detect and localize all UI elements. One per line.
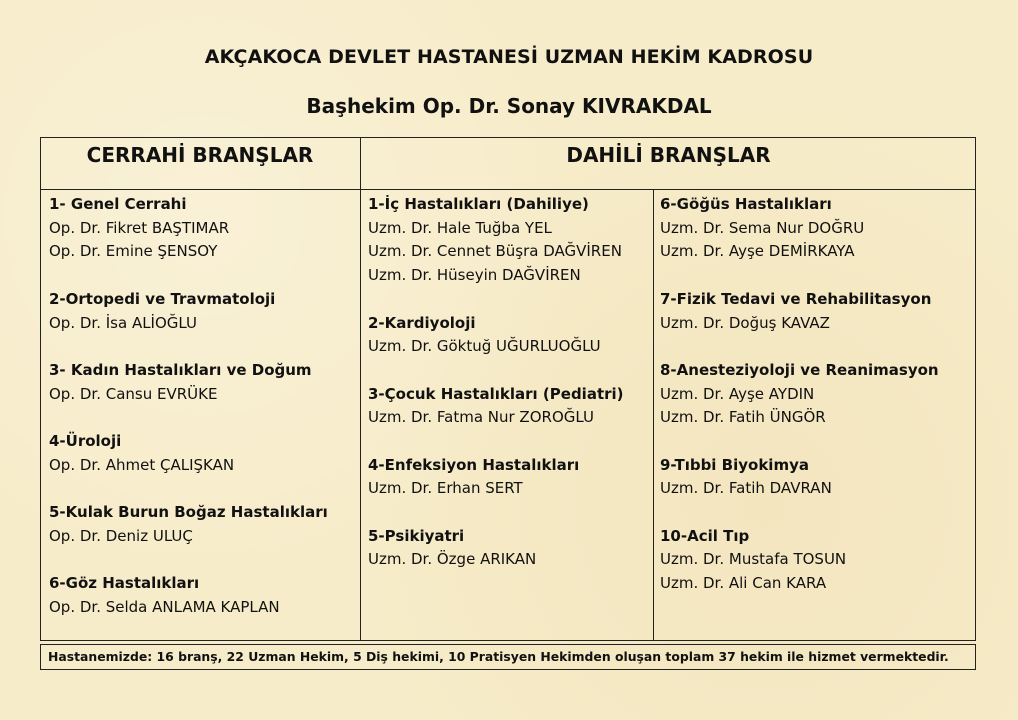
doctor-name: Op. Dr. Deniz ULUÇ <box>49 526 193 545</box>
internal-column-left <box>368 193 650 572</box>
department-title: 3- Kadın Hastalıkları ve Doğum <box>49 360 312 379</box>
department-block <box>660 288 972 335</box>
doctor-name: Uzm. Dr. Sema Nur DOĞRU <box>660 218 865 237</box>
doctor-name: Uzm. Dr. Hale Tuğba YEL <box>368 218 552 237</box>
doctor-name: Uzm. Dr. Hüseyin DAĞVİREN <box>368 266 581 285</box>
department-block <box>49 193 354 264</box>
doctor-name: Uzm. Dr. Özge ARIKAN <box>368 550 537 569</box>
doctor-name: Uzm. Dr. Mustafa TOSUN <box>660 550 847 569</box>
doctor-name: Uzm. Dr. Doğuş KAVAZ <box>660 313 830 332</box>
department-block <box>49 572 354 619</box>
department-block <box>660 454 972 501</box>
department-block <box>368 312 650 359</box>
doctor-name: Op. Dr. Fikret BAŞTIMAR <box>49 218 230 237</box>
department-title: 4-Üroloji <box>49 431 122 450</box>
doctor-name: Uzm. Dr. Fatma Nur ZOROĞLU <box>368 408 594 427</box>
surgical-branches-header: CERRAHİ BRANŞLAR <box>86 143 314 167</box>
header-divider <box>40 189 976 190</box>
department-title: 6-Göz Hastalıkları <box>49 574 200 593</box>
department-block <box>49 288 354 335</box>
doctor-name: Uzm. Dr. Ayşe DEMİRKAYA <box>660 242 855 261</box>
internal-column-right <box>660 193 972 596</box>
department-block <box>368 454 650 501</box>
department-title: 1-İç Hastalıkları (Dahiliye) <box>368 195 589 213</box>
department-title: 1- Genel Cerrahi <box>49 195 187 213</box>
summary-footer: Hastanemizde: 16 branş, 22 Uzman Hekim, 5 Diş hekimi, 10 Pratisyen Hekimden oluşan toplam 37 hekim ile hizmet vermektedir. <box>40 644 976 670</box>
doctor-name: Uzm. Dr. Ali Can KARA <box>660 574 827 593</box>
department-block <box>660 193 972 264</box>
department-title: 8-Anesteziyoloji ve Reanimasyon <box>660 360 939 379</box>
doctor-name: Op. Dr. Selda ANLAMA KAPLAN <box>49 597 280 616</box>
divider-surgical-internal <box>360 137 361 641</box>
doctor-name: Uzm. Dr. Erhan SERT <box>368 479 523 498</box>
divider-internal-columns <box>653 189 654 641</box>
department-block <box>660 525 972 596</box>
department-title: 5-Psikiyatri <box>368 526 465 545</box>
department-block <box>49 430 354 477</box>
department-block <box>660 359 972 430</box>
doctor-name: Uzm. Dr. Göktuğ UĞURLUOĞLU <box>368 337 601 356</box>
department-block <box>368 193 650 288</box>
chief-physician: Başhekim Op. Dr. Sonay KIVRAKDAL <box>306 94 712 118</box>
page-title: AKÇAKOCA DEVLET HASTANESİ UZMAN HEKİM KADROSU <box>204 46 814 68</box>
department-title: 9-Tıbbi Biyokimya <box>660 455 809 474</box>
department-title: 5-Kulak Burun Boğaz Hastalıkları <box>49 503 328 522</box>
doctor-name: Op. Dr. Cansu EVRÜKE <box>49 384 218 403</box>
department-block <box>368 383 650 430</box>
department-title: 10-Acil Tıp <box>660 526 750 545</box>
department-title: 4-Enfeksiyon Hastalıkları <box>368 455 580 474</box>
doctor-name: Op. Dr. Emine ŞENSOY <box>49 242 218 261</box>
internal-branches-header: DAHİLİ BRANŞLAR <box>566 143 771 167</box>
department-title: 3-Çocuk Hastalıkları (Pediatri) <box>368 384 624 403</box>
department-title: 2-Kardiyoloji <box>368 313 476 332</box>
department-block <box>368 525 650 572</box>
doctor-name: Op. Dr. Ahmet ÇALIŞKAN <box>49 455 235 474</box>
department-title: 6-Göğüs Hastalıkları <box>660 195 832 213</box>
doctor-name: Uzm. Dr. Fatih ÜNGÖR <box>660 408 826 427</box>
department-block <box>49 501 354 548</box>
department-title: 7-Fizik Tedavi ve Rehabilitasyon <box>660 289 932 308</box>
doctor-name: Uzm. Dr. Ayşe AYDIN <box>660 384 815 403</box>
surgical-column <box>49 193 354 620</box>
doctor-name: Uzm. Dr. Cennet Büşra DAĞVİREN <box>368 242 622 261</box>
department-title: 2-Ortopedi ve Travmatoloji <box>49 289 276 308</box>
department-block <box>49 359 354 406</box>
doctor-name: Op. Dr. İsa ALİOĞLU <box>49 313 198 332</box>
doctor-name: Uzm. Dr. Fatih DAVRAN <box>660 479 832 498</box>
